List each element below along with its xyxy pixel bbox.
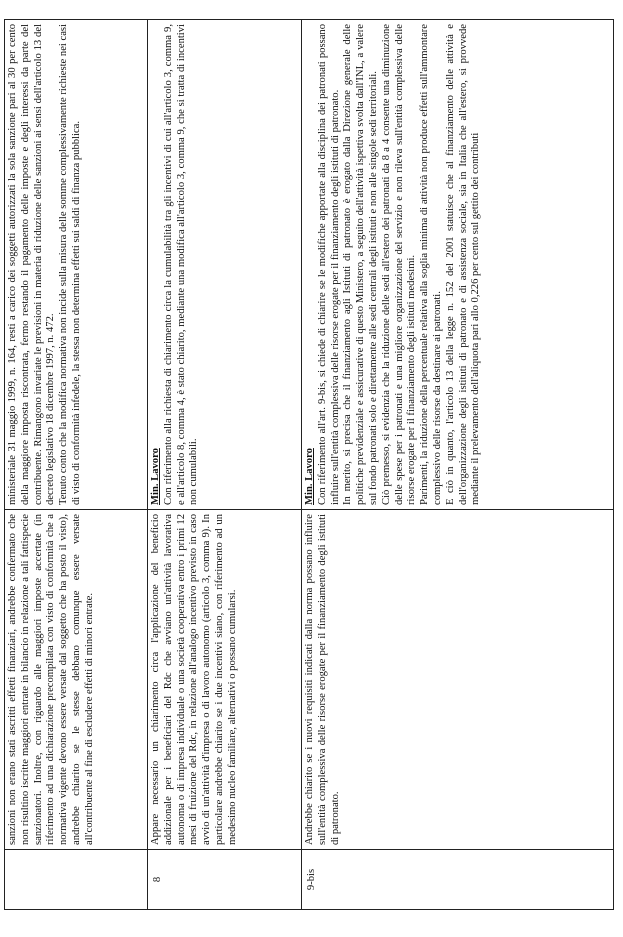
observation-text: Appare necessario un chiarimento circa l'applicazione del beneficio addizionale per i beneficiari del Rdc che avviano un'attività lavorativa autonoma o di impresa individuale o una società cooperativa entro i primi 12 mesi di fruizione del Rdc, in relazione all'analogo incentivo previsto in caso avvio di un'attività d'impresa o di lavoro autonomo (articolo 3, comma 9). In particolare andrebbe chiarito se i due incentivi siano, con riferimento ad un medesimo nucleo familiare, alternativi o possano cumularsi. [148, 510, 302, 850]
row-number [5, 850, 148, 910]
response-heading: Min. Lavoro [150, 448, 161, 505]
response-heading: Min. Lavoro [304, 448, 315, 505]
response-paragraph: Con riferimento alla richiesta di chiarimento circa la cumulabilità tra gli incentivi di cui all'articolo 3, comma 9, e all'articolo 8, comma 4, è stato chiarito, mediante una modifica all'articolo 3, comma 9, che si tratta di incentivi non cumulabili. [162, 24, 200, 505]
response-paragraph: Con riferimento all'art. 9-bis, si chiede di chiarire se le modifiche apportate alla disciplina dei patronati possano influire sull'entità complessiva delle risorse erogate per il finanziamento degli istituti di patronato. [316, 24, 341, 505]
table-row [302, 20, 614, 910]
response-paragraph: In merito, si precisa che il finanziamento agli Istituti di patronato è erogato dalla Direzione generale delle politiche previdenziale e assicurative di questo Ministero, a seguito dell'attività ispettiva svolta dall'INL, a valere sul fondo patronati solo e direttamente alle sedi centrali degli istituti e non alle singole sedi territoriali. [342, 24, 379, 505]
response-paragraph: ministeriale 31 maggio 1999, n. 164, resti a carico dei soggetti autorizzati la sola sanzione pari al 30 per cento della maggiore imposta riscontrata, fermo restando il pagamento delle imposte e degli interessi da parte del contribuente. Rimangono invariate le previsioni in materia di riduzione delle sanzioni ai sensi dell'articolo 13 del decreto legislativo 18 dicembre 1997, n. 472. [7, 24, 57, 505]
response-cell [302, 20, 614, 510]
row-number: 8 [148, 850, 302, 910]
response-cell [148, 20, 302, 510]
rotated-page [0, 22, 623, 922]
response-paragraph: Parimenti, la riduzione della percentuale relativa alla soglia minima di attività non produce effetti sull'ammontare complessivo delle risorse da destinare ai patronati. [419, 24, 443, 505]
observation-text: sanzioni non erano stati ascritti effetti finanziari, andrebbe confermato che non risultino iscritte maggiori entrate in bilancio in relazione a tali fattispecie sanzionatori. Inoltre, con riguardo alle maggiori imposte accertate (in riferimento ad una dichiarazione precompilata con visto di conformità che a normativa vigente devono essere versate dal soggetto che ha posto il visto), andrebbe chiarito se le stesse debbano comunque essere versate all'contribuente al fine di escludere effetti di minori entrate. [5, 510, 148, 850]
response-paragraph: Tenuto conto che la modifica normativa non incide sulla misura delle somme complessivamente richieste nei casi di visto di conformità infedele, la stessa non determina effetti sui saldi di finanza pubblica. [58, 24, 82, 505]
response-paragraph: E ciò in quanto, l'articolo 13 della legge n. 152 del 2001 statuisce che al finanziamento delle attività e dell'organizzazione degli istituti di patronato e di assistenza sociale, sia in Italia che all'estero, si provvede mediante il prelevamento dell'aliquota pari allo 0,226 per cento sul gettito dei contributi [444, 24, 482, 505]
row-number: 9-bis [302, 850, 614, 910]
document-table [4, 19, 614, 910]
table-row [5, 20, 148, 910]
response-paragraph: Ciò premesso, si evidenzia che la riduzione delle sedi all'estero dei patronati da 8 a 4 consente una diminuzione delle spese per i patronati e una migliore organizzazione del servizio e non rileva sull'entità complessiva delle risorse erogate per il finanziamento degli istituti medesimi. [380, 24, 418, 505]
observation-text: Andrebbe chiarito se i nuovi requisiti indicati dalla norma possano influire sull'entità complessiva delle risorse erogate per il finanziamento degli istituti di patronato. [302, 510, 614, 850]
response-cell [5, 20, 148, 510]
table-row [148, 20, 302, 910]
